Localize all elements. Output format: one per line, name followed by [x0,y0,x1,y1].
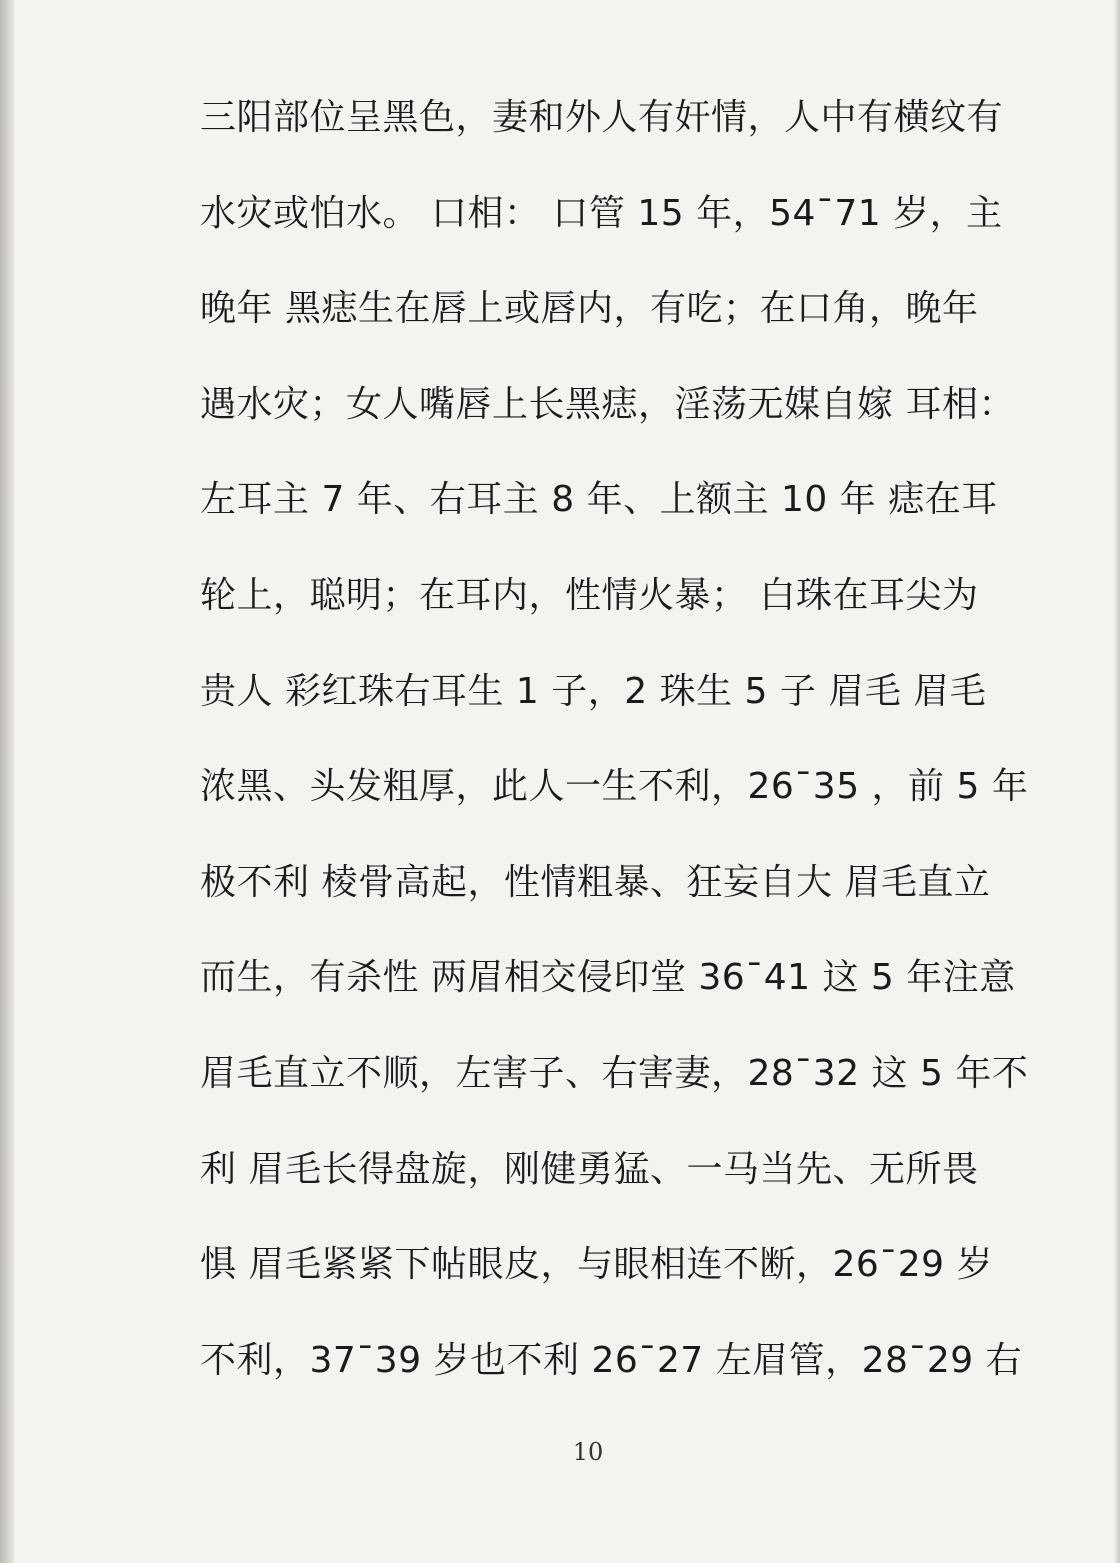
text-line: 水灾或怕水。 口相： 口管 15 年，54¯71 岁，主 [200,192,1003,234]
text-line: 不利，37¯39 岁也不利 26¯27 左眉管，28¯29 右 [200,1339,1023,1381]
text-line: 左耳主 7 年、右耳主 8 年、上额主 10 年 痣在耳 [200,479,998,521]
text-line: 利 眉毛长得盘旋，刚健勇猛、一马当先、无所畏 [200,1148,979,1190]
text-line: 浓黑、头发粗厚，此人一生不利，26¯35 ，前 5 年 [200,766,1029,808]
body-text [200,78,1090,1416]
page-right-edge [1114,0,1120,1563]
text-line: 遇水灾；女人嘴唇上长黑痣，淫荡无媒自嫁 耳相： [200,383,1015,425]
text-line: 极不利 棱骨高起，性情粗暴、狂妄自大 眉毛直立 [200,861,991,903]
text-line: 惧 眉毛紧紧下帖眼皮，与眼相连不断，26¯29 岁 [200,1244,994,1286]
text-line: 贵人 彩红珠右耳生 1 子，2 珠生 5 子 眉毛 眉毛 [200,670,987,712]
text-line: 三阳部位呈黑色，妻和外人有奸情，人中有横纹有 [200,97,1004,138]
text-line: 晚年 黑痣生在唇上或唇内，有吃；在口角，晚年 [200,288,979,330]
page-left-shadow [0,0,14,1563]
text-line: 轮上，聪明；在耳内，性情火暴； 白珠在耳尖为 [200,574,979,616]
page-number: 10 [572,1438,604,1466]
text-line: 眉毛直立不顺，左害子、右害妻，28¯32 这 5 年不 [200,1052,1029,1094]
text-line: 而生，有杀性 两眉相交侵印堂 36¯41 这 5 年注意 [200,957,1016,999]
